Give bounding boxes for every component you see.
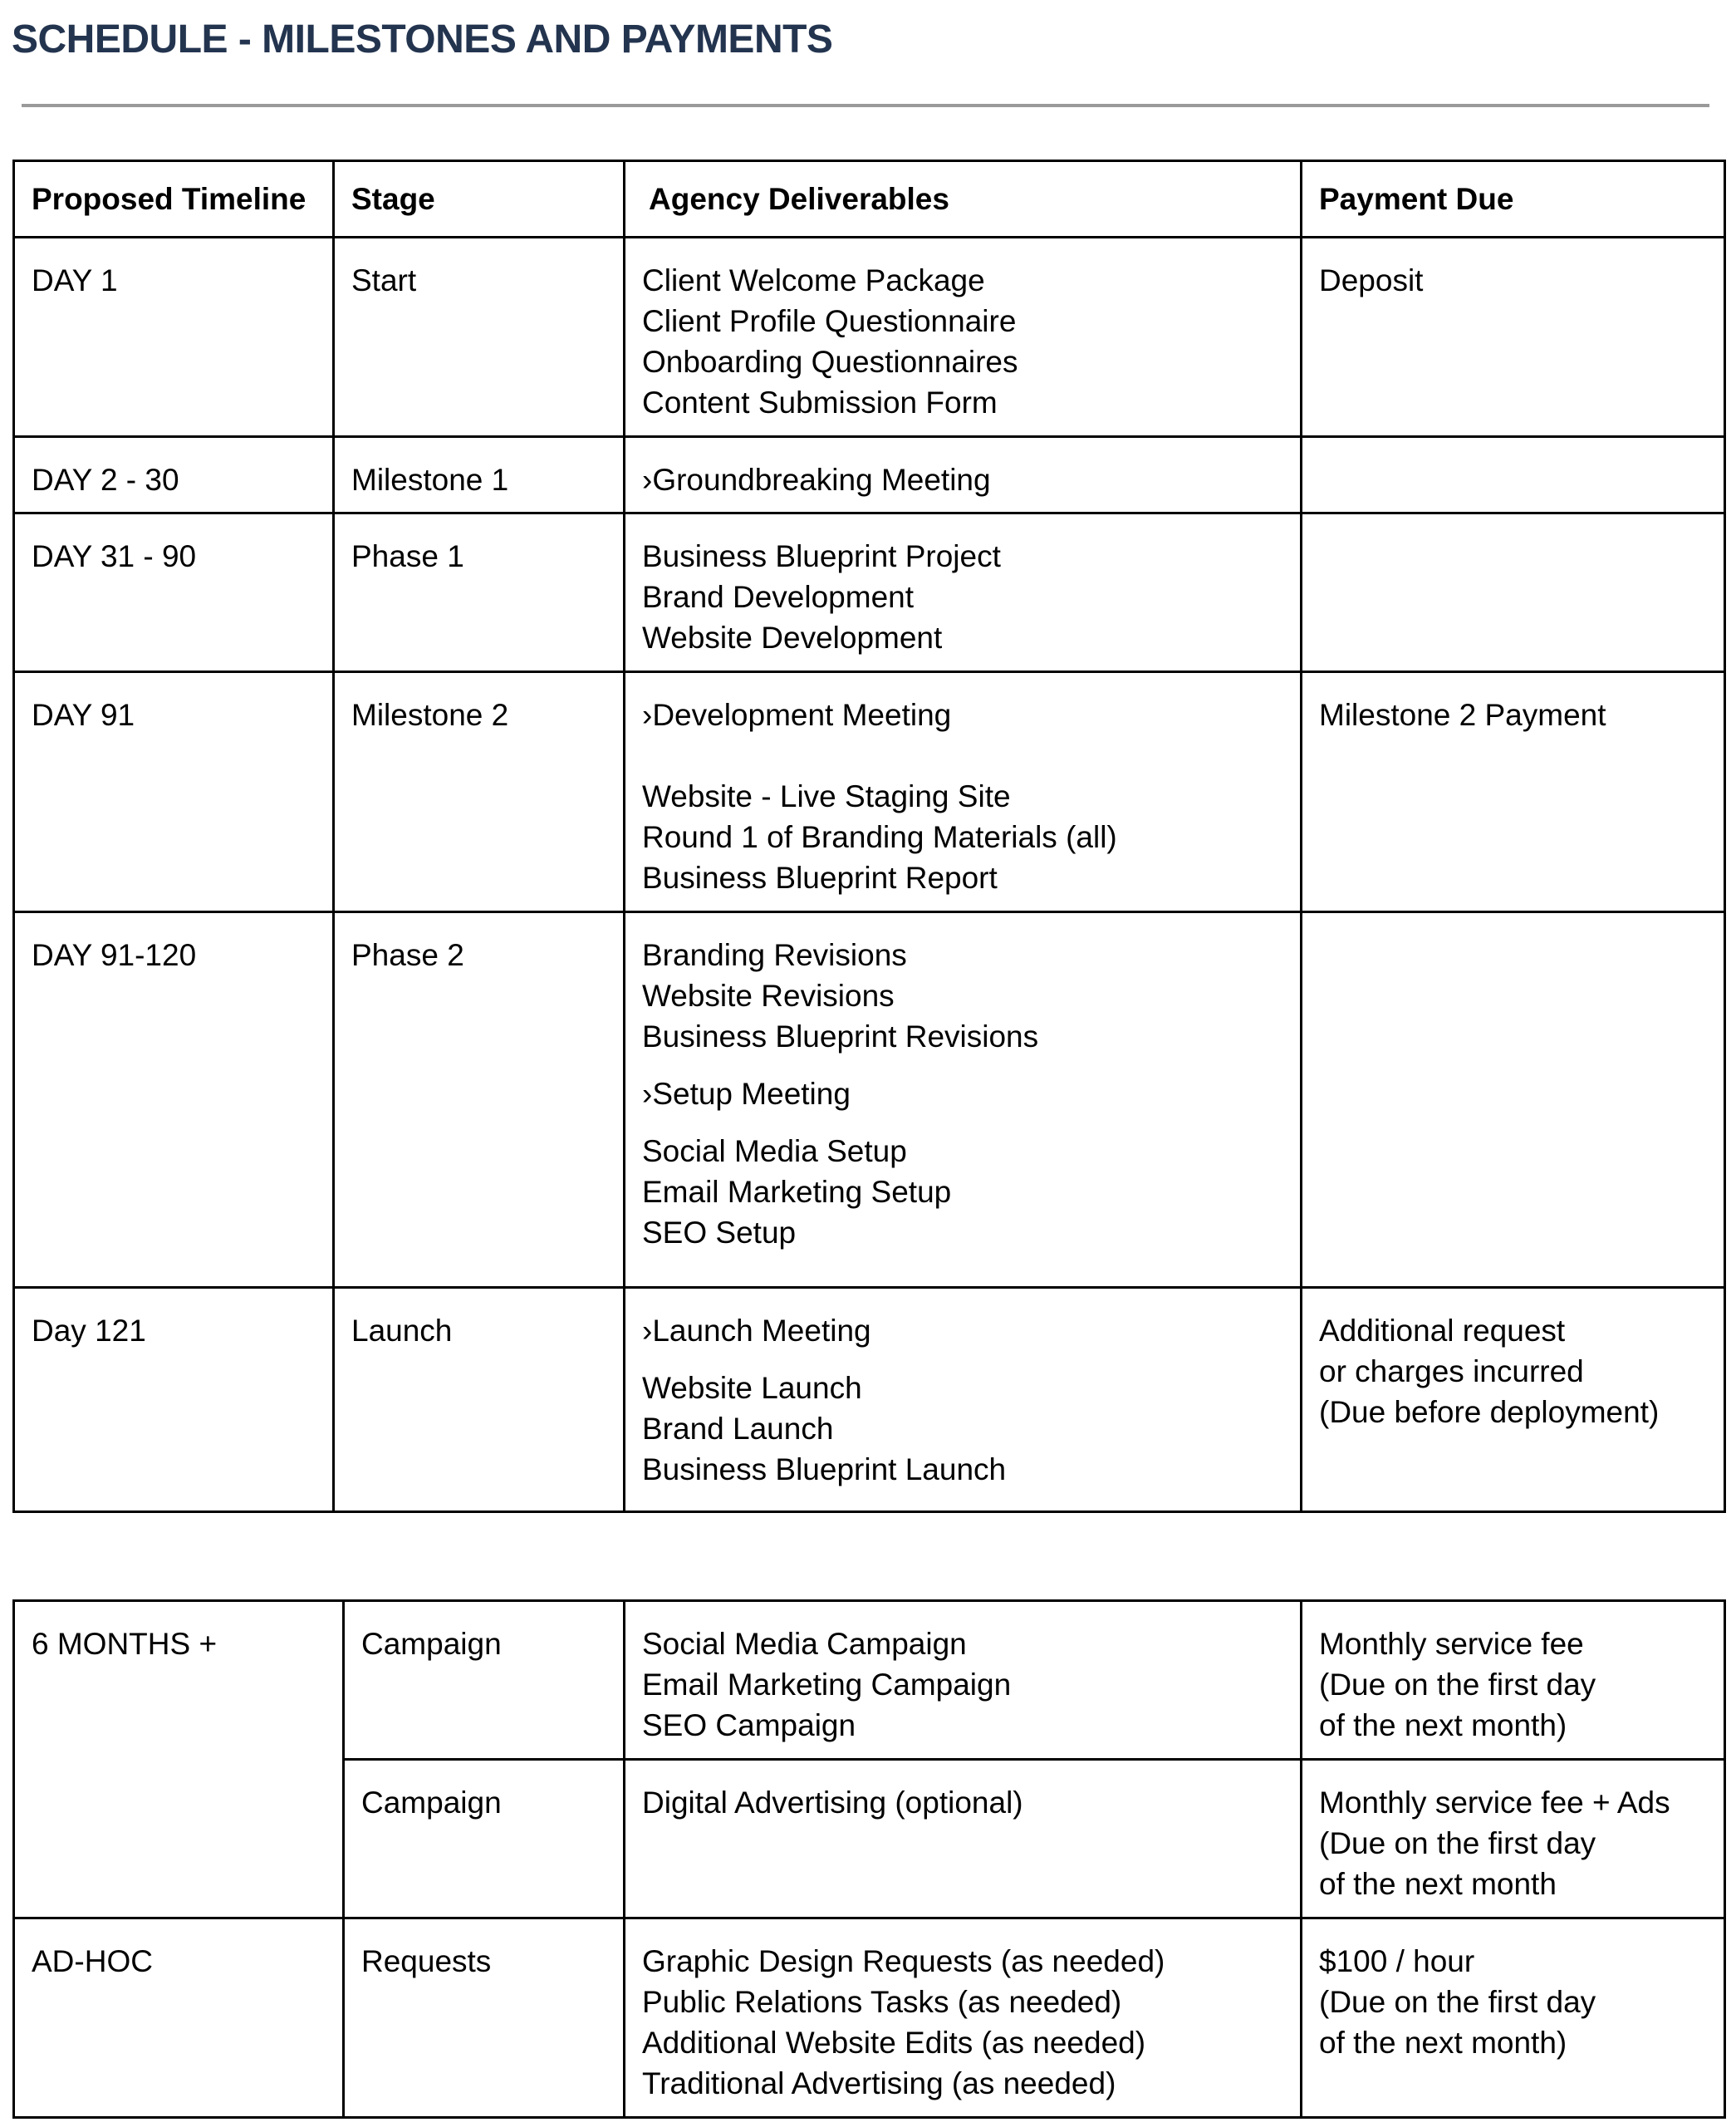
payment-text: (Due on the first day — [1319, 1668, 1596, 1702]
stage-cell: Milestone 1 — [334, 437, 625, 513]
deliverable-item: Onboarding Questionnaires — [642, 345, 1018, 379]
deliverables-cell — [625, 912, 1302, 1288]
payment-text: Monthly service fee + Ads — [1319, 1786, 1670, 1820]
deliverable-item: Additional Website Edits (as needed) — [642, 2026, 1146, 2060]
deliverable-item: Website Development — [642, 621, 943, 655]
deliverables-cell — [625, 1288, 1302, 1512]
payment-text: (Due before deployment) — [1319, 1395, 1660, 1429]
payment-text: Milestone 2 Payment — [1319, 698, 1606, 732]
deliverables-cell — [625, 513, 1302, 672]
stage-cell: Launch — [334, 1288, 625, 1512]
payment-text: Deposit — [1319, 263, 1424, 297]
deliverable-item: Website Revisions — [642, 979, 895, 1013]
table-header-row — [14, 161, 1725, 238]
stage-cell: Start — [334, 238, 625, 437]
payment-cell — [1302, 437, 1725, 513]
deliverable-item: Client Welcome Package — [642, 263, 985, 297]
milestones-table — [12, 160, 1726, 1513]
deliverable-item: Traditional Advertising (as needed) — [642, 2066, 1116, 2100]
deliverable-item: SEO Setup — [642, 1216, 797, 1250]
deliverable-item: Social Media Campaign — [642, 1627, 967, 1661]
payment-text: of the next month) — [1319, 1708, 1567, 1742]
payment-cell — [1302, 238, 1725, 437]
timeline-cell: DAY 2 - 30 — [14, 437, 334, 513]
deliverable-item: Client Profile Questionnaire — [642, 304, 1017, 338]
timeline-cell: Day 121 — [14, 1288, 334, 1512]
table-row — [14, 437, 1725, 513]
table-row — [14, 1288, 1725, 1512]
header-payment-due: Payment Due — [1302, 161, 1725, 238]
payment-cell — [1302, 513, 1725, 672]
deliverable-item: Website - Live Staging Site — [642, 779, 1011, 813]
title-divider — [22, 104, 1709, 107]
deliverable-item: Graphic Design Requests (as needed) — [642, 1944, 1165, 1978]
deliverable-item: Website Launch — [642, 1371, 862, 1405]
deliverables-cell — [625, 238, 1302, 437]
table-row — [14, 672, 1725, 912]
deliverable-item: Business Blueprint Project — [642, 539, 1001, 573]
table-row — [14, 238, 1725, 437]
payment-text: or charges incurred — [1319, 1354, 1584, 1388]
deliverables-cell — [625, 437, 1302, 513]
payment-text: Additional request — [1319, 1314, 1566, 1348]
deliverables-cell — [625, 672, 1302, 912]
deliverable-item: SEO Campaign — [642, 1708, 856, 1742]
deliverable-item: Business Blueprint Launch — [642, 1452, 1007, 1486]
payment-text: $100 / hour — [1319, 1944, 1475, 1978]
deliverable-item: Public Relations Tasks (as needed) — [642, 1985, 1122, 2019]
table-row — [14, 1918, 1725, 2118]
deliverables-cell — [625, 1601, 1302, 1760]
deliverable-item: Social Media Setup — [642, 1134, 907, 1168]
stage-cell: Requests — [344, 1918, 625, 2118]
payment-cell — [1302, 1918, 1725, 2118]
payment-cell — [1302, 1601, 1725, 1760]
deliverable-item: Content Submission Form — [642, 386, 998, 420]
stage-cell: Phase 2 — [334, 912, 625, 1288]
stage-cell: Milestone 2 — [334, 672, 625, 912]
payment-text: (Due on the first day — [1319, 1826, 1596, 1860]
page-title: SCHEDULE - MILESTONES AND PAYMENTS — [12, 17, 833, 61]
meeting-item: ›Setup Meeting — [642, 1077, 851, 1111]
timeline-cell: DAY 31 - 90 — [14, 513, 334, 672]
deliverables-cell — [625, 1918, 1302, 2118]
stage-cell: Campaign — [344, 1760, 625, 1918]
timeline-cell: DAY 91-120 — [14, 912, 334, 1288]
deliverable-item: Email Marketing Campaign — [642, 1668, 1012, 1702]
header-stage: Stage — [334, 161, 625, 238]
deliverable-item: Business Blueprint Revisions — [642, 1019, 1039, 1054]
meeting-item: ›Groundbreaking Meeting — [642, 463, 991, 497]
payment-cell — [1302, 1760, 1725, 1918]
deliverable-item: Digital Advertising (optional) — [642, 1786, 1023, 1820]
deliverables-cell — [625, 1760, 1302, 1918]
payment-cell — [1302, 672, 1725, 912]
payment-text: (Due on the first day — [1319, 1985, 1596, 2019]
campaigns-table — [12, 1599, 1726, 2119]
deliverable-item: Branding Revisions — [642, 938, 907, 972]
header-proposed-timeline: Proposed Timeline — [14, 161, 334, 238]
deliverable-item: Brand Development — [642, 580, 915, 614]
table-row — [14, 912, 1725, 1288]
deliverable-item: Email Marketing Setup — [642, 1175, 952, 1209]
payment-text: Monthly service fee — [1319, 1627, 1584, 1661]
payment-cell — [1302, 1288, 1725, 1512]
timeline-cell: AD-HOC — [14, 1918, 344, 2118]
header-agency-deliverables: Agency Deliverables — [625, 161, 1302, 238]
timeline-cell: DAY 1 — [14, 238, 334, 437]
meeting-item: ›Launch Meeting — [642, 1314, 871, 1348]
stage-cell: Campaign — [344, 1601, 625, 1760]
table-row — [14, 513, 1725, 672]
payment-text: of the next month) — [1319, 2026, 1567, 2060]
payment-cell — [1302, 912, 1725, 1288]
timeline-cell: 6 MONTHS + — [14, 1601, 344, 1918]
meeting-item: ›Development Meeting — [642, 698, 952, 732]
deliverable-item: Round 1 of Branding Materials (all) — [642, 820, 1117, 854]
stage-cell: Phase 1 — [334, 513, 625, 672]
payment-text: of the next month — [1319, 1867, 1557, 1901]
timeline-cell: DAY 91 — [14, 672, 334, 912]
deliverable-item: Business Blueprint Report — [642, 861, 998, 895]
table-row — [14, 1601, 1725, 1760]
deliverable-item: Brand Launch — [642, 1412, 834, 1446]
